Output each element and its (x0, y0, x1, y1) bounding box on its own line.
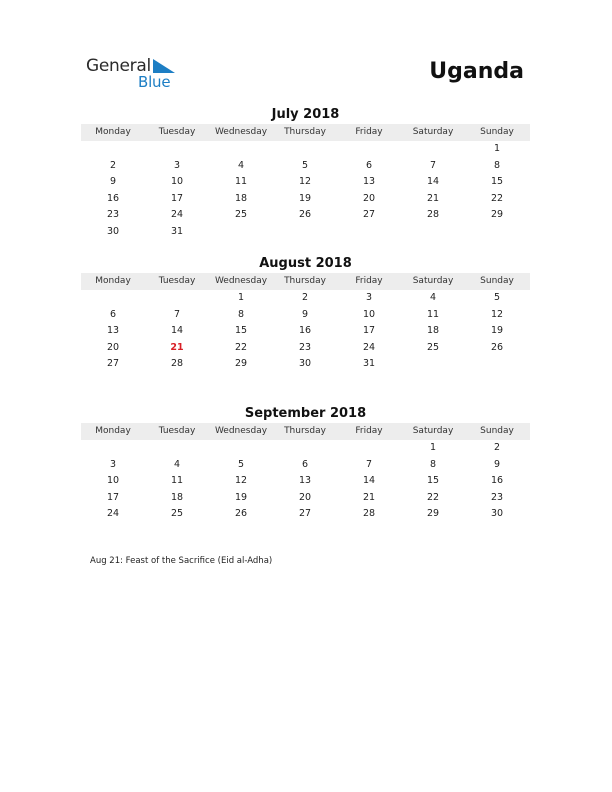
day-cell (465, 356, 529, 373)
weekday-label: Monday (95, 426, 131, 436)
weekday-label: Thursday (284, 276, 326, 286)
week-row (81, 490, 530, 507)
day-cell: 25 (234, 209, 248, 221)
week-row (81, 307, 530, 324)
day-cell: 19 (490, 325, 504, 337)
day-cell: 14 (170, 325, 184, 337)
day-cell: 30 (490, 508, 504, 520)
weekday-header-row (81, 273, 530, 290)
generalblue-logo (86, 56, 186, 92)
week-row (81, 174, 530, 191)
day-cell: 26 (234, 508, 248, 520)
day-cell: 28 (362, 508, 376, 520)
week-row (81, 506, 530, 523)
day-cell: 11 (234, 176, 248, 188)
country-title: Uganda (429, 59, 524, 84)
week-row (81, 191, 530, 208)
weekday-label: Saturday (412, 276, 454, 286)
day-cell: 6 (109, 308, 117, 320)
weekday-header-row (81, 124, 530, 141)
week-row (81, 340, 530, 357)
month-title: August 2018 (259, 256, 352, 271)
day-cell: 14 (362, 475, 376, 487)
day-cell (465, 224, 529, 241)
day-cell (337, 141, 401, 158)
weekday-label: Tuesday (158, 127, 196, 137)
day-cell: 1 (237, 292, 245, 303)
day-cell: 22 (426, 491, 440, 503)
day-cell (209, 224, 273, 241)
week-row (81, 440, 530, 457)
weekday-label: Saturday (412, 426, 454, 436)
day-cell: 5 (493, 292, 501, 303)
weekday-header-row (81, 423, 530, 440)
day-cell (145, 141, 209, 158)
day-cell: 26 (298, 209, 312, 221)
day-cell: 19 (234, 491, 248, 503)
day-cell: 5 (301, 159, 309, 171)
day-cell: 10 (362, 308, 376, 320)
day-cell: 30 (298, 358, 312, 370)
logo-text-general: General (86, 56, 151, 76)
holiday-notes (90, 556, 272, 566)
weekday-label: Thursday (284, 426, 326, 436)
week-row (81, 290, 530, 307)
day-cell: 27 (298, 508, 312, 520)
day-cell: 12 (490, 308, 504, 320)
day-cell: 4 (429, 292, 437, 303)
day-cell (401, 356, 465, 373)
day-cell: 30 (106, 225, 120, 237)
day-cell: 18 (426, 325, 440, 337)
day-cell: 3 (365, 292, 373, 303)
day-cell: 22 (490, 192, 504, 204)
logo-triangle-icon (153, 59, 175, 73)
day-cell: 12 (298, 176, 312, 188)
day-cell: 23 (106, 209, 120, 221)
day-cell: 15 (234, 325, 248, 337)
day-cell: 2 (301, 292, 309, 303)
weekday-label: Friday (355, 426, 383, 436)
day-cell: 17 (170, 192, 184, 204)
day-cell: 20 (106, 341, 120, 353)
day-cell: 15 (490, 176, 504, 188)
day-cell: 8 (237, 308, 245, 320)
day-cell: 23 (490, 491, 504, 503)
day-cell (209, 440, 273, 457)
day-cell: 9 (109, 176, 117, 188)
day-cell: 8 (429, 458, 437, 470)
day-cell: 7 (173, 308, 181, 320)
day-cell (145, 290, 209, 307)
week-row (81, 473, 530, 490)
day-cell: 29 (426, 508, 440, 520)
day-cell: 6 (301, 458, 309, 470)
day-cell: 18 (170, 491, 184, 503)
day-cell: 10 (106, 475, 120, 487)
day-cell: 25 (170, 508, 184, 520)
day-cell: 7 (429, 159, 437, 171)
day-cell: 29 (490, 209, 504, 221)
day-cell: 16 (106, 192, 120, 204)
day-cell (81, 290, 145, 307)
day-cell: 25 (426, 341, 440, 353)
day-cell: 22 (234, 341, 248, 353)
day-cell (401, 224, 465, 241)
day-cell: 28 (426, 209, 440, 221)
day-cell: 28 (170, 358, 184, 370)
day-cell: 10 (170, 176, 184, 188)
day-cell: 21 (426, 192, 440, 204)
week-row (81, 457, 530, 474)
logo-text-blue: Blue (138, 73, 171, 91)
weekday-label: Sunday (480, 426, 514, 436)
day-cell: 11 (170, 475, 184, 487)
day-cell (337, 224, 401, 241)
month-title: July 2018 (271, 107, 340, 122)
month-calendar-august (81, 256, 530, 373)
day-cell: 2 (109, 159, 117, 171)
day-cell: 2 (493, 442, 501, 453)
weekday-label: Thursday (284, 127, 326, 137)
day-cell: 17 (362, 325, 376, 337)
month-title: September 2018 (244, 406, 367, 421)
day-cell (401, 141, 465, 158)
day-cell: 16 (490, 475, 504, 487)
day-cell: 27 (362, 209, 376, 221)
day-cell: 7 (365, 458, 373, 470)
day-cell: 23 (298, 341, 312, 353)
day-cell: 24 (106, 508, 120, 520)
day-cell: 3 (173, 159, 181, 171)
day-cell: 14 (426, 176, 440, 188)
day-cell: 31 (170, 225, 184, 237)
month-calendar-july (81, 107, 530, 241)
day-cell: 13 (106, 325, 120, 337)
day-cell (81, 141, 145, 158)
weekday-label: Friday (355, 127, 383, 137)
week-row (81, 323, 530, 340)
day-cell: 3 (109, 458, 117, 470)
day-cell: 5 (237, 458, 245, 470)
day-cell: 4 (173, 458, 181, 470)
day-cell: 12 (234, 475, 248, 487)
day-cell (209, 141, 273, 158)
day-cell: 9 (301, 308, 309, 320)
day-cell: 18 (234, 192, 248, 204)
week-row (81, 224, 530, 241)
weekday-label: Wednesday (214, 127, 268, 137)
day-cell: 4 (237, 159, 245, 171)
day-cell: 6 (365, 159, 373, 171)
weekday-label: Saturday (412, 127, 454, 137)
day-cell: 20 (362, 192, 376, 204)
day-cell (337, 440, 401, 457)
day-cell: 31 (362, 358, 376, 370)
day-cell: 11 (426, 308, 440, 320)
weekday-label: Wednesday (214, 426, 268, 436)
day-cell (273, 224, 337, 241)
day-cell: 16 (298, 325, 312, 337)
week-row (81, 141, 530, 158)
day-cell: 13 (362, 176, 376, 188)
day-cell: 21 (362, 491, 376, 503)
weekday-label: Wednesday (214, 276, 268, 286)
day-cell (273, 141, 337, 158)
weekday-label: Sunday (480, 276, 514, 286)
weekday-label: Tuesday (158, 426, 196, 436)
month-calendar-september (81, 406, 530, 523)
day-cell: 29 (234, 358, 248, 370)
weekday-label: Tuesday (158, 276, 196, 286)
day-cell: 1 (493, 143, 501, 154)
day-cell (273, 440, 337, 457)
week-row (81, 207, 530, 224)
day-cell: 8 (493, 159, 501, 171)
weekday-label: Monday (95, 127, 131, 137)
weekday-label: Monday (95, 276, 131, 286)
day-cell: 15 (426, 475, 440, 487)
day-cell: 9 (493, 458, 501, 470)
day-cell (145, 440, 209, 457)
day-cell: 17 (106, 491, 120, 503)
holiday-day-cell: 21 (170, 341, 184, 353)
day-cell: 27 (106, 358, 120, 370)
week-row (81, 158, 530, 175)
day-cell: 1 (429, 442, 437, 453)
day-cell: 24 (362, 341, 376, 353)
day-cell (81, 440, 145, 457)
day-cell: 26 (490, 341, 504, 353)
day-cell: 24 (170, 209, 184, 221)
day-cell: 13 (298, 475, 312, 487)
holiday-note: Aug 21: Feast of the Sacrifice (Eid al-Adha) (90, 556, 273, 566)
week-row (81, 356, 530, 373)
weekday-label: Sunday (480, 127, 514, 137)
day-cell: 20 (298, 491, 312, 503)
day-cell: 19 (298, 192, 312, 204)
weekday-label: Friday (355, 276, 383, 286)
